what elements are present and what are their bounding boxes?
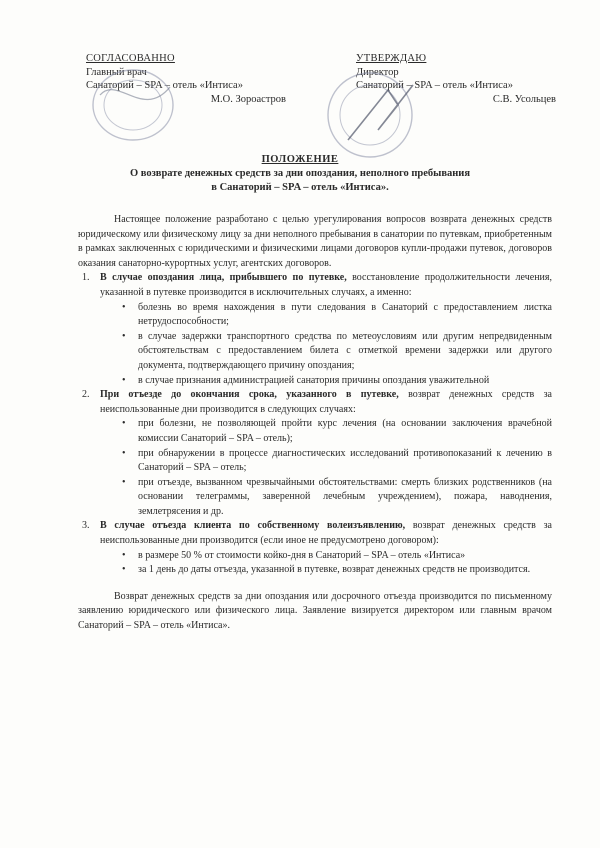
section-lead: В случае опоздания лица, прибывшего по путевке,: [100, 272, 347, 284]
approval-signer-name: С.В. Усольцев: [492, 93, 556, 105]
bullet-item: • при обнаружении в процессе диагностических исследований противопоказаний к лечению в Санаторий – SPA – отель;: [122, 447, 552, 474]
approval-signature-line: [356, 93, 556, 107]
approval-position: Директор: [356, 66, 399, 78]
bullet-list: [100, 301, 552, 389]
closing-paragraph: Возврат денежных средств за дни опоздания или досрочного отъезда производится по письменному заявлению юридического или физического лица. Заявление визируется директором или главным врачом Санаторий – SPA – отель «Интиса».: [78, 590, 552, 632]
title-heading: ПОЛОЖЕНИЕ: [261, 154, 339, 165]
section-lead: При отъезде до окончания срока, указанного в путевке,: [100, 389, 399, 401]
approval-header: УТВЕРЖДАЮ: [356, 53, 427, 64]
bullet-icon: •: [122, 301, 126, 313]
approval-position: Главный врач: [86, 66, 147, 78]
bullet-item: • при болезни, не позволяющей пройти курс лечения (на основании заключения врачебной комиссии Санаторий – SPA – отель);: [122, 418, 552, 444]
section-text: возврат денежных средств за неиспользованные дни производится в следующих случаях:: [100, 389, 552, 415]
bullet-item: • в случае задержки транспортного средства по метеоусловиям или другим непредвиденным обстоятельствам с предоставлением билета с отметкой времени задержки или другого документа, подтверждающего причину опоздания;: [122, 330, 552, 371]
bullet-list: [100, 549, 552, 578]
bullet-item: • в случае признания администрацией санатория причины опоздания уважительной: [138, 374, 552, 389]
bullet-icon: •: [122, 447, 126, 459]
section-item: [78, 519, 552, 577]
approval-block-approved: [356, 52, 556, 106]
section-number: 3.: [82, 520, 90, 532]
bullet-list: [100, 417, 552, 519]
approval-header: СОГЛАСОВАННО: [86, 53, 175, 64]
section-lead: В случае отъезда клиента по собственному волеизъявлению,: [100, 520, 406, 532]
title-subtitle: О возврате денежных средств за дни опоздания, неполного пребывания: [129, 168, 471, 179]
bullet-item: • болезнь во время нахождения в пути следования в Санаторий с предоставлением листка нетрудоспособности;: [122, 301, 552, 328]
bullet-item: • в размере 50 % от стоимости койко-дня в Санаторий – SPA – отель «Интиса»: [138, 549, 552, 564]
bullet-icon: •: [122, 476, 126, 488]
bullet-icon: •: [122, 374, 126, 386]
approval-block-agreed: [86, 52, 286, 106]
section-item: [78, 271, 552, 388]
approval-signature-line: [86, 93, 286, 107]
bullet-icon: •: [122, 330, 126, 342]
document-title: [60, 153, 540, 195]
approval-organization: Санаторий – SPA – отель «Интиса»: [86, 80, 243, 91]
approval-organization: Санаторий – SPA – отель «Интиса»: [356, 80, 513, 91]
section-text: возврат денежных средств за неиспользованные дни производится (если иное не предусмотрено договором):: [100, 520, 552, 547]
bullet-item: • при отъезде, вызванном чрезвычайными обстоятельствами: смерть близких родственников (на основании телеграммы, заверенной лечебным учреждением), пожара, наводнения, землетрясения и др.: [122, 476, 552, 517]
intro-paragraph: Настоящее положение разработано с целью урегулирования вопросов возврата денежных средств юридическому или физическому лицу за дни неполного пребывания в санатории по путевкам, приобретенным в рамках заключенных с юридическими и физическими лицами договоров купли-продажи путевок, договоров оказания санаторно-курортных услуг, агентских договоров.: [78, 214, 552, 269]
sections-list: [78, 271, 552, 577]
title-subtitle: в Санаторий – SPA – отель «Интиса».: [211, 182, 389, 193]
document-body: [78, 213, 552, 634]
bullet-icon: •: [122, 418, 126, 430]
bullet-icon: •: [122, 564, 126, 576]
section-number: 2.: [82, 389, 90, 401]
bullet-icon: •: [122, 549, 126, 561]
section-item: [78, 388, 552, 519]
approval-signer-name: М.О. Зороастров: [210, 93, 286, 105]
section-text: восстановление продолжительности лечения, указанной в путевке производится в исключительных случаях, а именно:: [100, 272, 553, 298]
bullet-item: • за 1 день до даты отъезда, указанной в путевке, возврат денежных средств не производится.: [138, 563, 552, 578]
section-number: 1.: [82, 272, 90, 284]
